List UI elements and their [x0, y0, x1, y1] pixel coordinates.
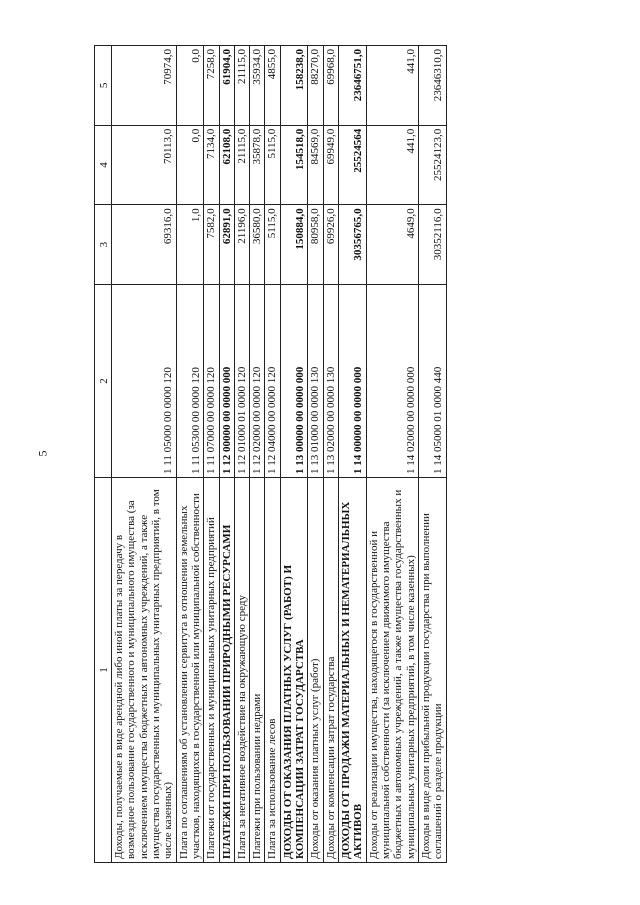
header-row: [95, 46, 112, 863]
value-col-3-cell: 1,0: [176, 205, 204, 285]
budget-code-cell: 1 14 00000 00 0000 000: [339, 285, 367, 478]
value-col-4-cell: 21115,0: [234, 125, 249, 205]
value-col-5-cell: 61904,0: [219, 46, 234, 126]
column-header-2: 2: [95, 285, 112, 478]
value-col-4-cell: 154518,0: [280, 125, 308, 205]
row-label-cell: Доходы от компенсации затрат государства: [323, 478, 338, 863]
value-col-4-cell: 7134,0: [204, 125, 219, 205]
value-col-3-cell: 62891,0: [219, 205, 234, 285]
budget-code-cell: 1 14 05000 01 0000 440: [418, 285, 446, 478]
row-label-cell: Платежи от государственных и муниципальных унитарных предприятий: [204, 478, 219, 863]
value-col-5-cell: 69968,0: [323, 46, 338, 126]
value-col-3-cell: 150884,0: [280, 205, 308, 285]
budget-code-cell: 1 14 02000 00 0000 000: [366, 285, 418, 478]
value-col-4-cell: 441,0: [366, 125, 418, 205]
value-col-4-cell: 35878,0: [250, 125, 265, 205]
table-row: [176, 46, 204, 863]
table-row: [219, 46, 234, 863]
table-row: [234, 46, 249, 863]
value-col-4-cell: 5115,0: [265, 125, 280, 205]
row-label-cell: Плата за использование лесов: [265, 478, 280, 863]
table-header: [95, 46, 112, 863]
value-col-4-cell: 0,0: [176, 125, 204, 205]
value-col-4-cell: 69949,0: [323, 125, 338, 205]
column-header-4: 4: [95, 125, 112, 205]
budget-code-cell: 1 13 01000 00 0000 130: [308, 285, 323, 478]
rotated-table-wrapper: [94, 45, 546, 863]
column-header-1: 1: [95, 478, 112, 863]
budget-code-cell: 1 13 02000 00 0000 130: [323, 285, 338, 478]
table-row: [250, 46, 265, 863]
value-col-3-cell: 30352116,0: [418, 205, 446, 285]
revenue-table: [94, 45, 447, 863]
table-row: [280, 46, 308, 863]
row-label-cell: Платежи при пользовании недрами: [250, 478, 265, 863]
row-label-cell: Доходы от оказания платных услуг (работ): [308, 478, 323, 863]
value-col-4-cell: 25524564: [339, 125, 367, 205]
value-col-5-cell: 21115,0: [234, 46, 249, 126]
table-row: [265, 46, 280, 863]
table-row: [366, 46, 418, 863]
table-row: [112, 46, 177, 863]
value-col-4-cell: 84569,0: [308, 125, 323, 205]
value-col-3-cell: 7582,0: [204, 205, 219, 285]
value-col-5-cell: 23646310,0: [418, 46, 446, 126]
value-col-4-cell: 25524123,0: [418, 125, 446, 205]
value-col-3-cell: 21196,0: [234, 205, 249, 285]
value-col-4-cell: 70113,0: [112, 125, 177, 205]
budget-code-cell: 1 11 05000 00 0000 120: [112, 285, 177, 478]
value-col-5-cell: 0,0: [176, 46, 204, 126]
value-col-3-cell: 80958,0: [308, 205, 323, 285]
value-col-3-cell: 5115,0: [265, 205, 280, 285]
budget-code-cell: 1 12 04000 00 0000 120: [265, 285, 280, 478]
row-label-cell: Плата за негативное воздействие на окружающую среду: [234, 478, 249, 863]
row-label-cell: Доходы, получаемые в виде арендной либо иной платы за передачу в возмездное пользование государственного и муниципального имущества (за исключением имущества бюджетных и автономных учреждений, а также имущества государственных и муниципальных унитарных предприятий, в том числе казенных): [112, 478, 177, 863]
value-col-5-cell: 4855,0: [265, 46, 280, 126]
budget-code-cell: 1 11 07000 00 0000 120: [204, 285, 219, 478]
value-col-5-cell: 70974,0: [112, 46, 177, 126]
budget-code-cell: 1 13 00000 00 0000 000: [280, 285, 308, 478]
row-label-cell: ПЛАТЕЖИ ПРИ ПОЛЬЗОВАНИИ ПРИРОДНЫМИ РЕСУРСАМИ: [219, 478, 234, 863]
row-label-cell: Доходы в виде доли прибыльной продукции государства при выполнении соглашений о разделе продукции: [418, 478, 446, 863]
budget-code-cell: 1 12 01000 01 0000 120: [234, 285, 249, 478]
value-col-3-cell: 69926,0: [323, 205, 338, 285]
value-col-5-cell: 23646751,0: [339, 46, 367, 126]
value-col-3-cell: 36580,0: [250, 205, 265, 285]
table-row: [204, 46, 219, 863]
column-header-3: 3: [95, 205, 112, 285]
budget-code-cell: 1 12 02000 00 0000 120: [250, 285, 265, 478]
budget-code-cell: 1 11 05300 00 0000 120: [176, 285, 204, 478]
table-row: [308, 46, 323, 863]
table-body: [112, 46, 447, 863]
table-row: [339, 46, 367, 863]
value-col-3-cell: 69316,0: [112, 205, 177, 285]
value-col-5-cell: 158238,0: [280, 46, 308, 126]
table-row: [323, 46, 338, 863]
value-col-5-cell: 7258,0: [204, 46, 219, 126]
value-col-3-cell: 4649,0: [366, 205, 418, 285]
row-label-cell: Плата по соглашениям об установлении сервитута в отношении земельных участков, находящихся в государственной или муниципальной собственности: [176, 478, 204, 863]
value-col-5-cell: 35934,0: [250, 46, 265, 126]
page-number: 5: [35, 450, 50, 457]
row-label-cell: ДОХОДЫ ОТ ПРОДАЖИ МАТЕРИАЛЬНЫХ И НЕМАТЕРИАЛЬНЫХ АКТИВОВ: [339, 478, 367, 863]
value-col-5-cell: 88270,0: [308, 46, 323, 126]
budget-code-cell: 1 12 00000 00 0000 000: [219, 285, 234, 478]
row-label-cell: Доходы от реализации имущества, находящегося в государственной и муниципальной собственности (за исключением движимого имущества бюджетных и автономных учреждений, а также имущества государственных и муниципальных унитарных предприятий, в том числе казенных): [366, 478, 418, 863]
value-col-3-cell: 30356765,0: [339, 205, 367, 285]
value-col-4-cell: 62108,0: [219, 125, 234, 205]
column-header-5: 5: [95, 46, 112, 126]
table-row: [418, 46, 446, 863]
row-label-cell: ДОХОДЫ ОТ ОКАЗАНИЯ ПЛАТНЫХ УСЛУГ (РАБОТ) И КОМПЕНСАЦИИ ЗАТРАТ ГОСУДАРСТВА: [280, 478, 308, 863]
value-col-5-cell: 441,0: [366, 46, 418, 126]
